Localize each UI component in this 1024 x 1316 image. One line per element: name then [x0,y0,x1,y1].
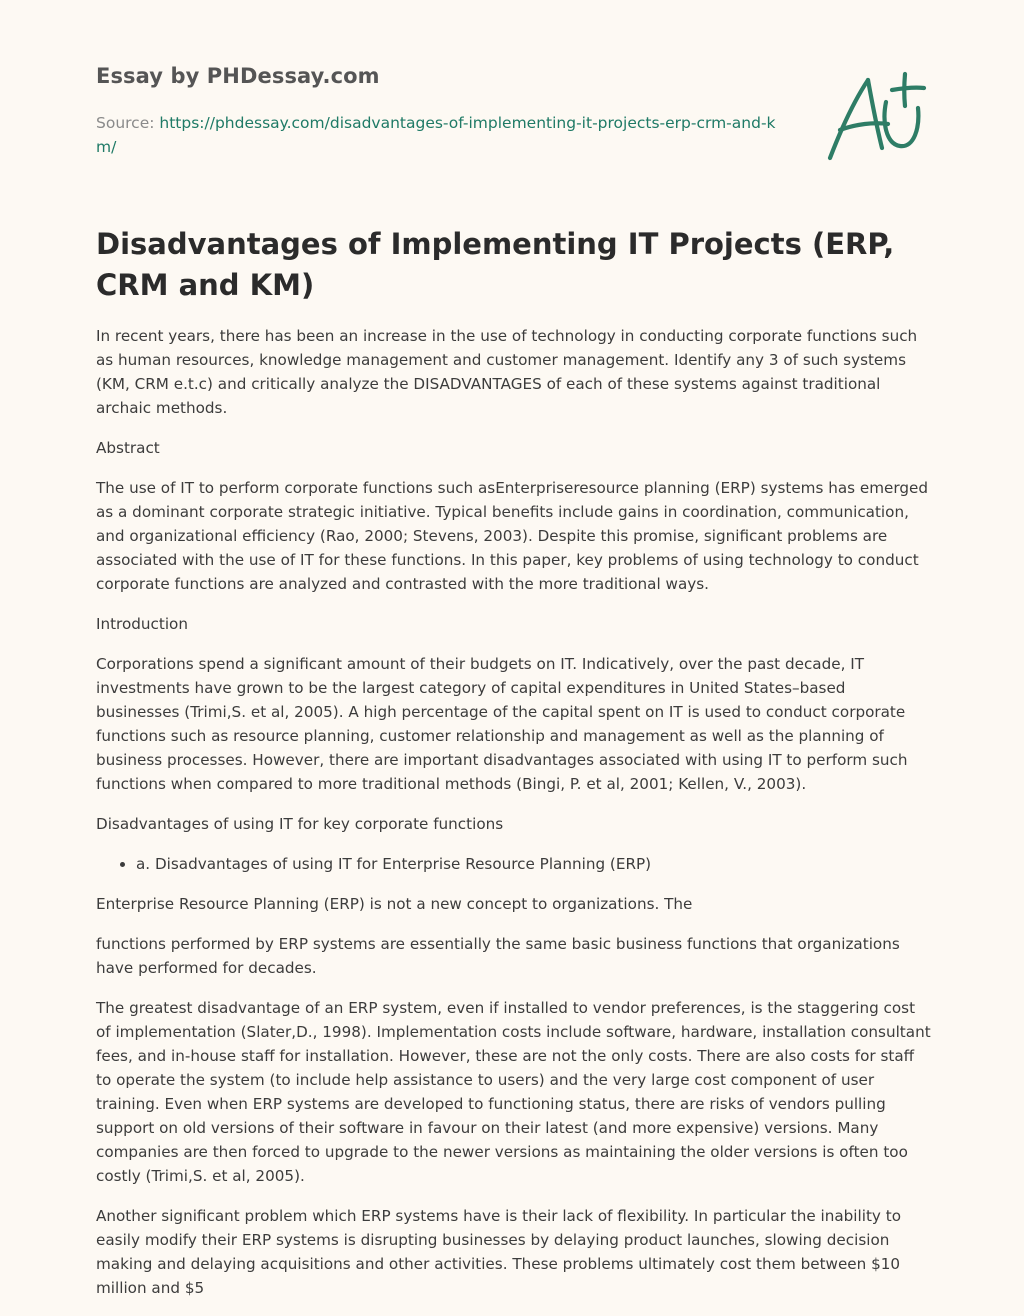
source-link[interactable]: https://phdessay.com/disadvantages-of-implementing-it-projects-erp-crm-and-km/ [96,114,776,156]
erp-paragraph-3: The greatest disadvantage of an ERP system, even if installed to vendor preferences, is the staggering cost of implementation (Slater,D., 1998). Implementation costs include software, hardware, installation consultant fees, and in-house staff for installation. However, these are not the only costs. There are also costs for staff to operate the system (to include help assistance to users) and the very large cost component of user training. Even when ERP systems are developed to functioning status, there are risks of vendors pulling support on old versions of their software in favour on their latest (and more expensive) versions. Many companies are then forced to upgrade to the newer versions as maintaining the older versions is often too costly (Trimi,S. et al, 2005). [96,999,931,1185]
abstract-paragraph: The use of IT to perform corporate functions such asEnterpriseresource planning (ERP) systems has emerged as a dominant corporate strategic initiative. Typical benefits include gains in coordination, communication, and organizational efficiency (Rao, 2000; Stevens, 2003). Despite this promise, significant problems are associated with the use of IT for these functions. In this paper, key problems of using technology to conduct corporate functions are analyzed and contrasted with the more traditional ways. [96,479,928,593]
erp-paragraph-4: Another significant problem which ERP systems have is their lack of flexibility. In particular the inability to easily modify their ERP systems is disrupting businesses by delaying product launches, slowing decision making and delaying acquisitions and other activities. These problems ultimately cost them between $10 million and $5 [96,1207,901,1297]
site-title: Essay by PHDessay.com [96,64,380,88]
section-heading: Disadvantages of using IT for key corporate functions [96,815,504,833]
essay-prompt: In recent years, there has been an increase in the use of technology in conducting corporate functions such as human resources, knowledge management and customer management. Identify any 3 of such systems (KM, CRM e.t.c) and critically analyze the DISADVANTAGES of each of these systems against traditional archaic methods. [96,327,918,417]
essay-title: Disadvantages of Implementing IT Projects (ERP, CRM and KM) [96,227,895,302]
source-line [96,111,776,159]
source-label: Source: [96,114,160,132]
introduction-heading: Introduction [96,615,188,633]
erp-paragraph-2: functions performed by ERP systems are essentially the same basic business functions that organizations have performed for decades. [96,935,900,977]
section-list [96,852,932,876]
a-plus-logo [822,66,932,166]
list-item: • a. Disadvantages of using IT for Enterprise Resource Planning (ERP) [136,852,932,876]
erp-paragraph-1: Enterprise Resource Planning (ERP) is not a new concept to organizations. The [96,895,693,913]
essay-content [96,324,932,1316]
introduction-paragraph: Corporations spend a significant amount of their budgets on IT. Indicatively, over the past decade, IT investments have grown to be the largest category of capital expenditures in United States–based businesses (Trimi,S. et al, 2005). A high percentage of the capital spent on IT is used to conduct corporate functions such as resource planning, customer relationship and management as well as the planning of business processes. However, there are important disadvantages associated with using IT to perform such functions when compared to more traditional methods (Bingi, P. et al, 2001; Kellen, V., 2003). [96,655,908,793]
a-plus-logo-icon [822,66,932,166]
abstract-heading: Abstract [96,439,160,457]
